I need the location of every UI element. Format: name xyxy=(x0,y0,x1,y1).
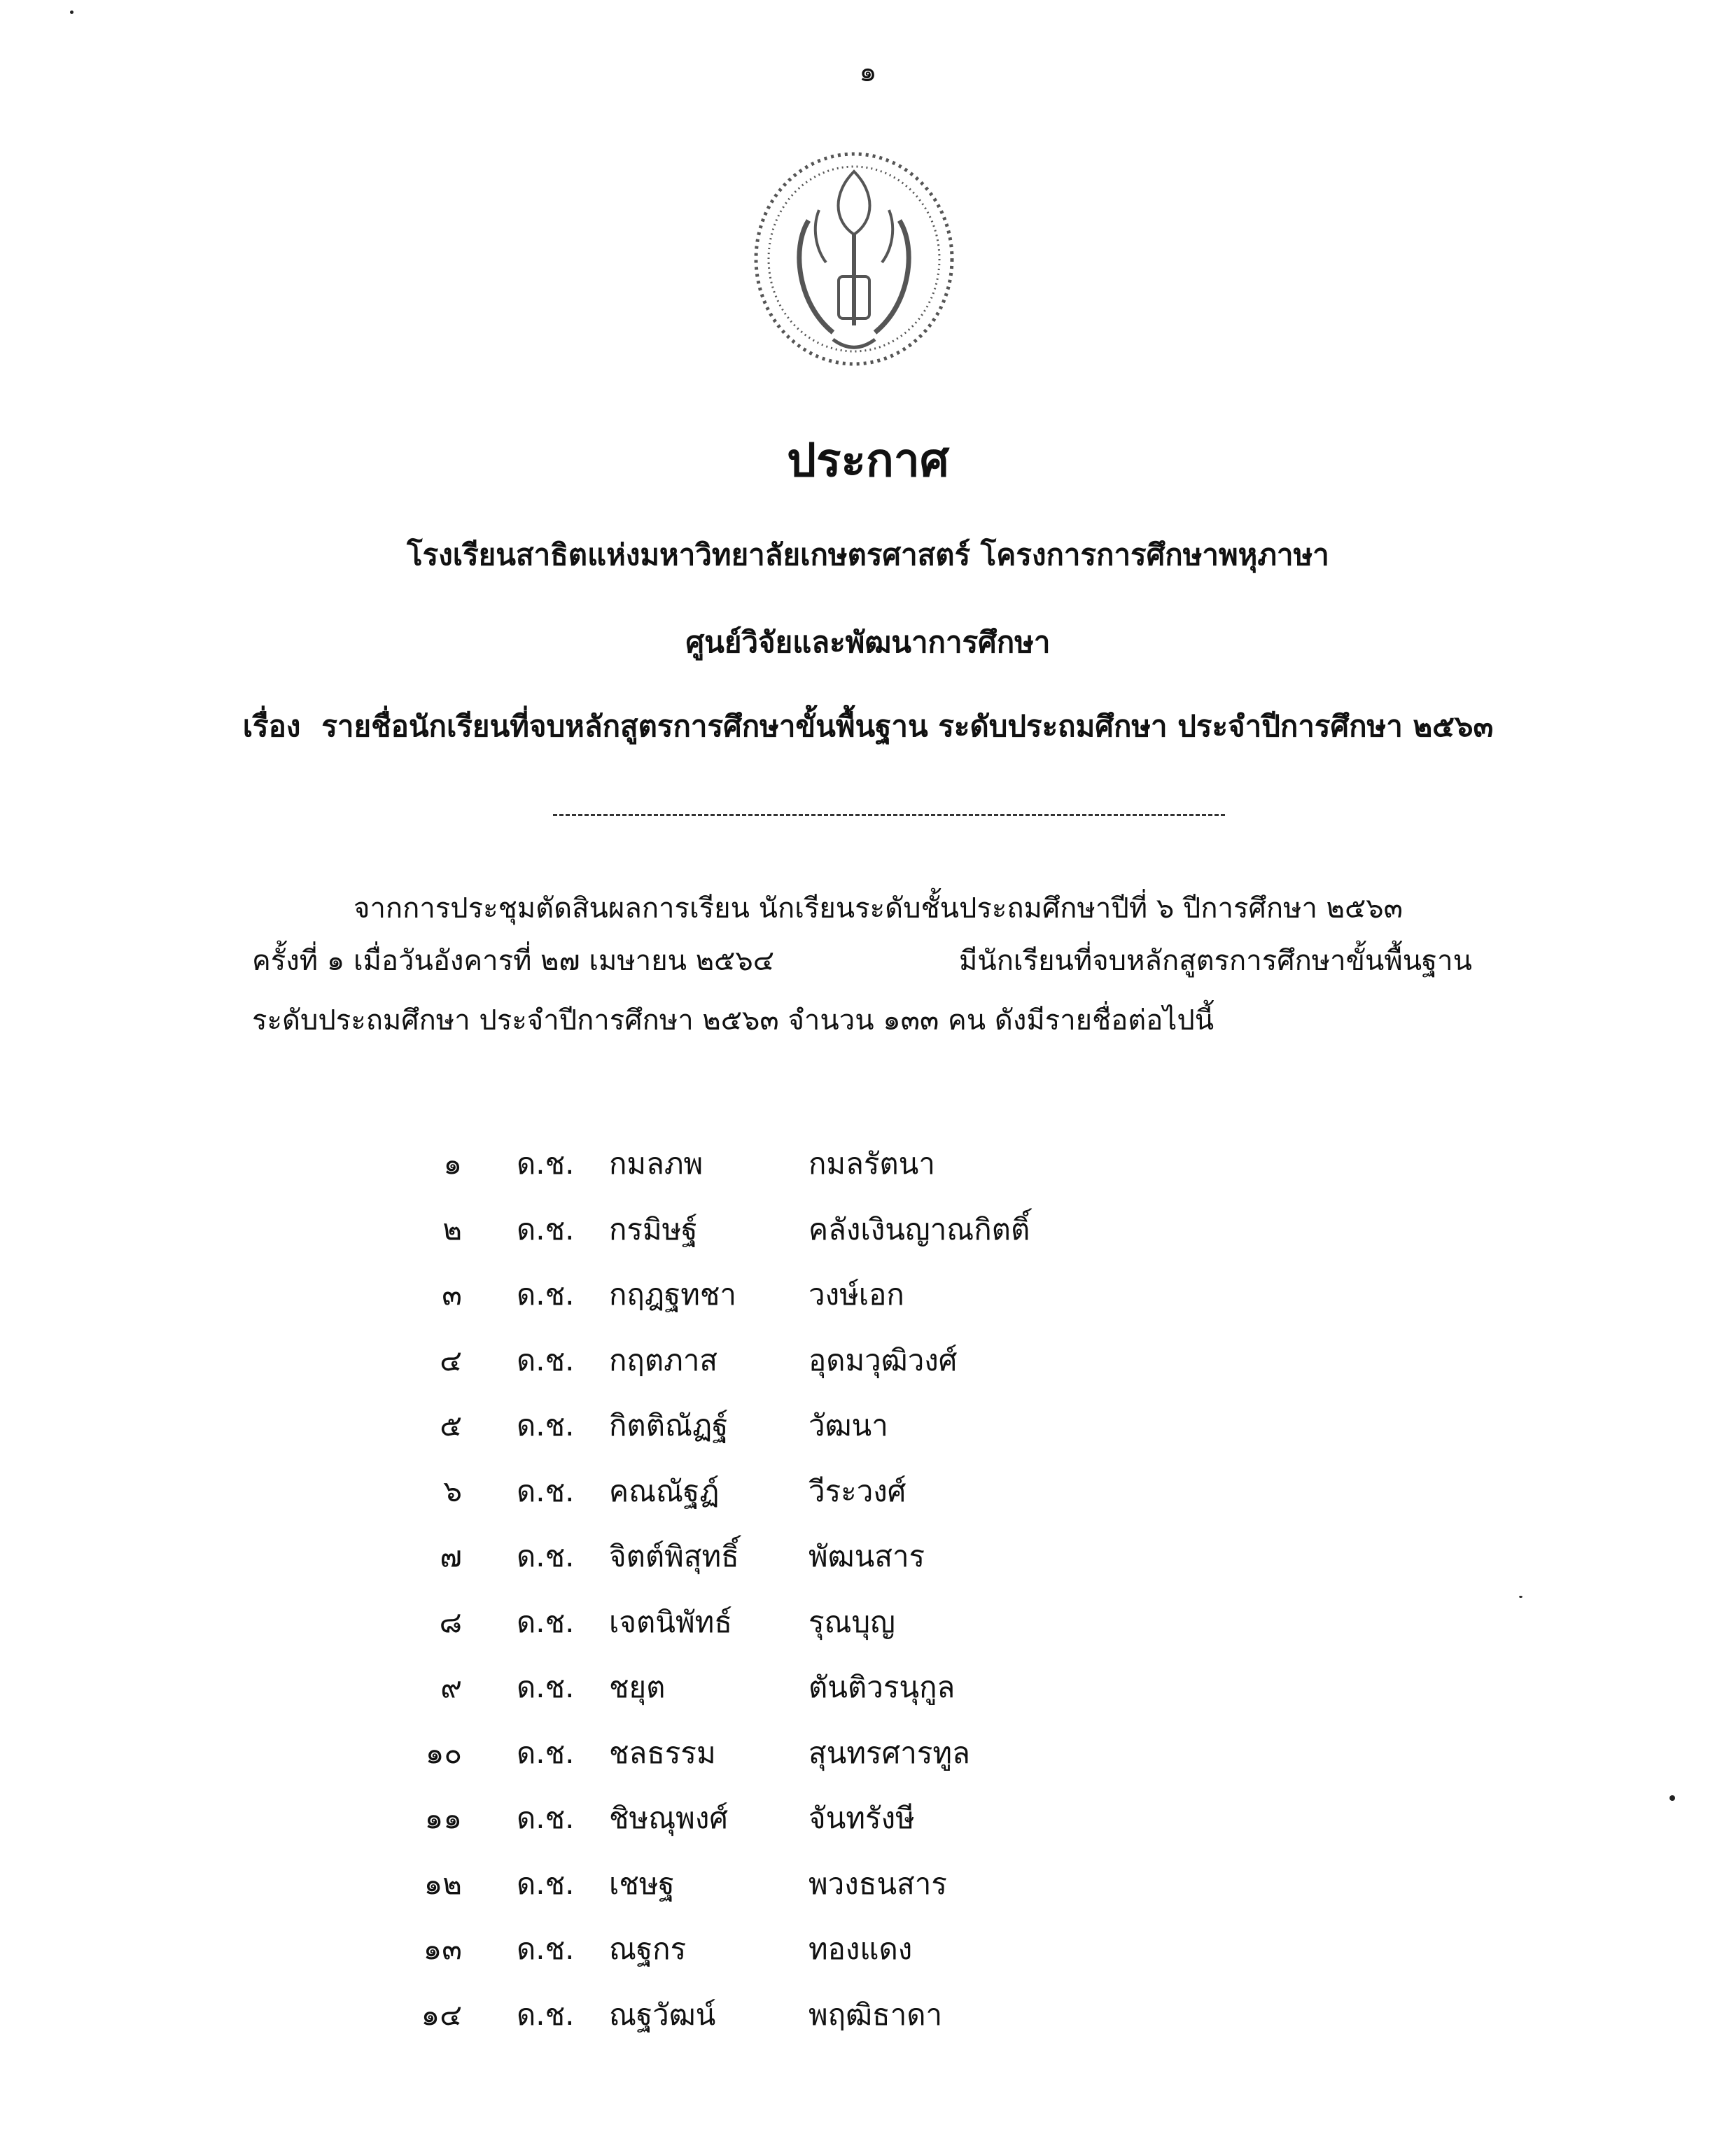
student-number: ๒ xyxy=(442,1212,462,1247)
list-item xyxy=(0,1795,1736,1861)
list-item xyxy=(0,1468,1736,1534)
student-list xyxy=(0,1141,1736,2057)
announcement-title: ประกาศ xyxy=(787,433,949,487)
paragraph-line-2b: มีนักเรียนที่จบหลักสูตรการศึกษาขั้นพื้นฐาน xyxy=(959,945,1472,977)
student-first-name: กิตติณัฏฐ์ xyxy=(609,1408,729,1442)
subject-line xyxy=(0,703,1736,750)
student-first-name: กรมิษฐ์ xyxy=(609,1212,698,1247)
list-item xyxy=(0,1403,1736,1468)
student-first-name: ชลธรรม xyxy=(609,1735,716,1770)
student-prefix: ด.ช. xyxy=(517,1146,575,1181)
student-prefix: ด.ช. xyxy=(517,1539,575,1573)
student-number: ๑ xyxy=(443,1146,462,1181)
student-prefix: ด.ช. xyxy=(517,1408,575,1442)
student-first-name: ณฐวัฒน์ xyxy=(609,1997,716,2032)
student-prefix: ด.ช. xyxy=(517,1212,575,1247)
student-first-name: กฤตภาส xyxy=(609,1342,718,1377)
list-item xyxy=(0,1926,1736,1992)
list-item xyxy=(0,1599,1736,1665)
paragraph-line-2a: ครั้งที่ ๑ เมื่อวันอังคารที่ ๒๗ เมษายน ๒๕๖๔ xyxy=(252,945,774,977)
student-last-name: พัฒนสาร xyxy=(808,1539,925,1573)
list-item xyxy=(0,1861,1736,1927)
student-first-name: เจตนิพัทธ์ xyxy=(609,1604,732,1639)
list-item xyxy=(0,1992,1736,2058)
student-number: ๙ xyxy=(440,1670,462,1704)
student-number: ๑๓ xyxy=(423,1932,462,1966)
student-number: ๗ xyxy=(440,1539,462,1573)
student-number: ๕ xyxy=(440,1408,462,1442)
student-prefix: ด.ช. xyxy=(517,1932,575,1966)
list-item xyxy=(0,1730,1736,1796)
student-last-name: วงษ์เอก xyxy=(808,1277,904,1312)
student-last-name: ตันติวรนุกูล xyxy=(808,1670,955,1704)
student-last-name: พฤฒิธาดา xyxy=(808,1997,943,2032)
research-center-line: ศูนย์วิจัยและพัฒนาการศึกษา xyxy=(685,625,1051,659)
list-item xyxy=(0,1533,1736,1599)
student-prefix: ด.ช. xyxy=(517,1342,575,1377)
student-last-name: สุนทรศารทูล xyxy=(808,1735,970,1770)
student-first-name: คณณัฐฏ์ xyxy=(609,1473,720,1508)
student-prefix: ด.ช. xyxy=(517,1866,575,1901)
student-first-name: ชิษณุพงศ์ xyxy=(609,1801,729,1835)
student-number: ๓ xyxy=(442,1277,462,1312)
student-first-name: เชษฐ xyxy=(609,1866,675,1901)
scan-speck xyxy=(70,10,74,14)
page-number: ๑ xyxy=(859,56,877,88)
student-number: ๑๑ xyxy=(424,1801,462,1835)
student-first-name: จิตต์พิสุทธิ์ xyxy=(609,1539,739,1573)
student-prefix: ด.ช. xyxy=(517,1997,575,2032)
student-last-name: ทองแดง xyxy=(808,1932,913,1966)
subject-label: เรื่อง xyxy=(242,709,301,743)
student-prefix: ด.ช. xyxy=(517,1735,575,1770)
list-item xyxy=(0,1207,1736,1272)
scan-speck xyxy=(1519,1596,1522,1598)
student-prefix: ด.ช. xyxy=(517,1604,575,1639)
list-item xyxy=(0,1272,1736,1338)
scan-speck xyxy=(1670,1795,1675,1801)
student-number: ๑๐ xyxy=(425,1735,462,1770)
student-number: ๔ xyxy=(440,1342,462,1377)
student-last-name: พวงธนสาร xyxy=(808,1866,947,1901)
school-emblem xyxy=(749,143,959,374)
student-number: ๖ xyxy=(443,1473,462,1508)
student-prefix: ด.ช. xyxy=(517,1277,575,1312)
student-first-name: ณฐกร xyxy=(609,1932,687,1966)
paragraph-line-1: จากการประชุมตัดสินผลการเรียน นักเรียนระดับชั้นประถมศึกษาปีที่ ๖ ปีการศึกษา ๒๕๖๓ xyxy=(354,892,1404,925)
student-last-name: วัฒนา xyxy=(808,1408,888,1442)
student-last-name: คลังเงินญาณกิตติ์ xyxy=(808,1212,1030,1247)
student-last-name: วีระวงศ์ xyxy=(808,1473,906,1508)
list-item xyxy=(0,1338,1736,1403)
student-prefix: ด.ช. xyxy=(517,1670,575,1704)
student-first-name: กฤฎฐทชา xyxy=(609,1277,737,1312)
student-number: ๑๔ xyxy=(421,1997,462,2032)
student-first-name: ชยุต xyxy=(609,1670,666,1704)
student-first-name: กมลภพ xyxy=(609,1146,704,1181)
student-prefix: ด.ช. xyxy=(517,1801,575,1835)
school-name-line: โรงเรียนสาธิตแห่งมหาวิทยาลัยเกษตรศาสตร์ โครงการการศึกษาพหุภาษา xyxy=(407,538,1329,572)
list-item xyxy=(0,1141,1736,1207)
student-number: ๑๒ xyxy=(424,1866,462,1901)
student-last-name: รุณบุญ xyxy=(808,1604,895,1639)
student-number: ๘ xyxy=(439,1604,462,1639)
paragraph-line-3: ระดับประถมศึกษา ประจำปีการศึกษา ๒๕๖๓ จำนวน ๑๓๓ คน ดังมีรายชื่อต่อไปนี้ xyxy=(252,1004,1214,1037)
divider-line xyxy=(553,814,1225,816)
student-prefix: ด.ช. xyxy=(517,1473,575,1508)
list-item xyxy=(0,1664,1736,1730)
subject-text: รายชื่อนักเรียนที่จบหลักสูตรการศึกษาขั้นพื้นฐาน ระดับประถมศึกษา ประจำปีการศึกษา ๒๕๖๓ xyxy=(321,709,1494,743)
student-last-name: อุดมวุฒิวงศ์ xyxy=(808,1342,958,1377)
student-last-name: กมลรัตนา xyxy=(808,1146,935,1181)
student-last-name: จันทรังษี xyxy=(808,1801,915,1835)
